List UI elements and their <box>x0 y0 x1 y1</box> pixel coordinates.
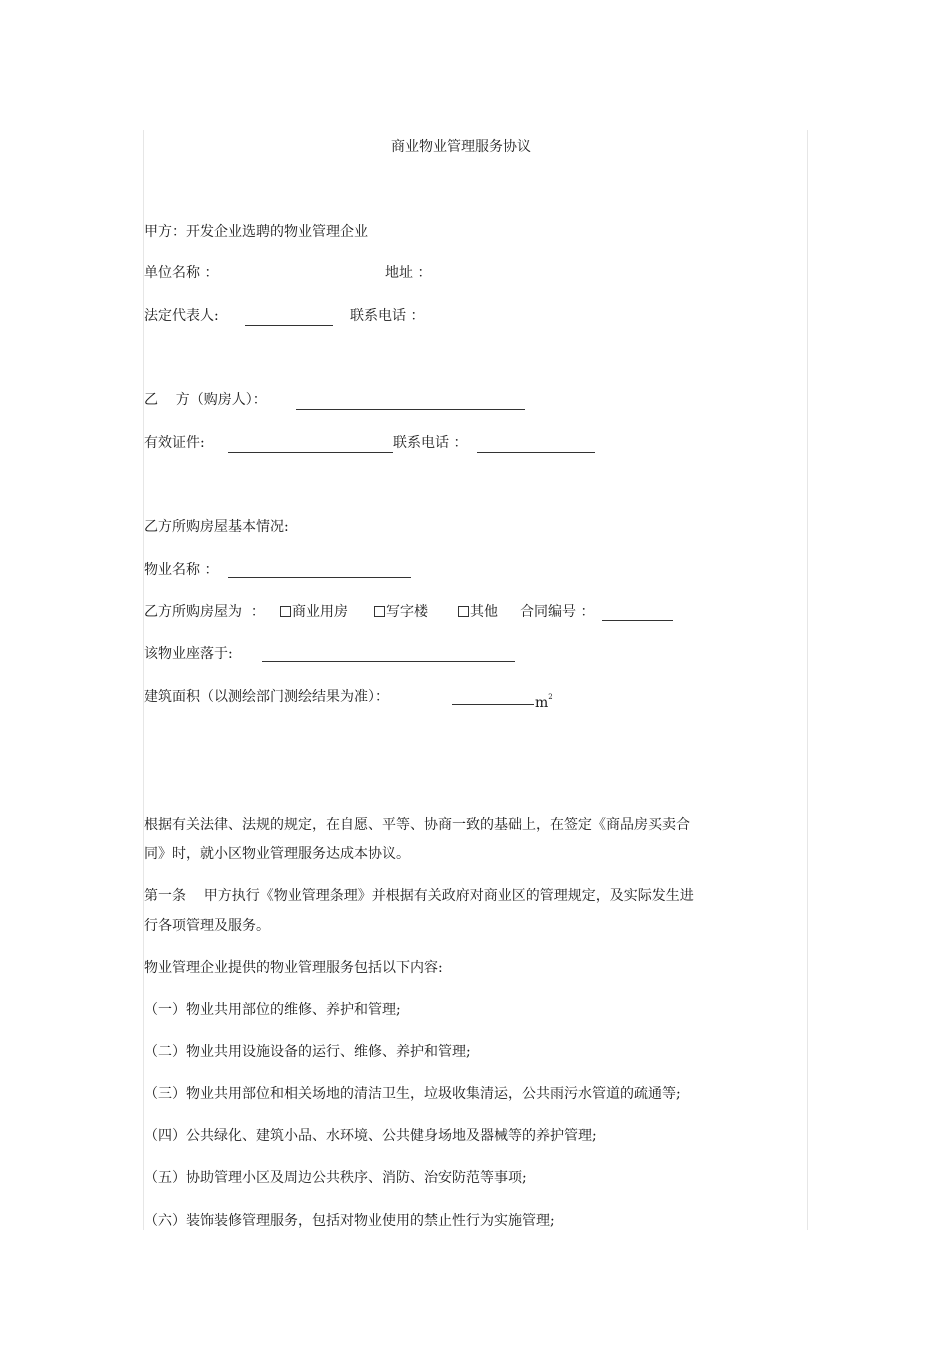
article-1-line-2: 行各项管理及服务。 <box>144 918 270 934</box>
legal-rep-label: 法定代表人: <box>144 308 219 324</box>
party-a-phone-label: 联系电话 ： <box>350 308 425 324</box>
area-unit-superscript: 2 <box>548 693 553 701</box>
checkbox-icon[interactable] <box>458 606 469 617</box>
document-title: 商业物业管理服务协议 <box>391 139 531 155</box>
checkbox-icon[interactable] <box>280 606 291 617</box>
unit-name-label: 单位名称 ： <box>144 265 219 281</box>
property-heading: 乙方所购房屋基本情况: <box>144 519 289 535</box>
option-label: 其他 <box>470 604 498 620</box>
page-left-border <box>143 130 144 1230</box>
intro-line-1: 根据有关法律、法规的规定，在自愿、平等、协商一致的基础上，在签定《商品房买卖合 <box>144 817 690 833</box>
option-label: 商业用房 <box>292 604 348 620</box>
location-label: 该物业座落于: <box>144 646 233 662</box>
area-field[interactable] <box>452 704 534 705</box>
service-item: （三）物业共用部位和相关场地的清洁卫生，垃圾收集清运，公共雨污水管道的疏通等; <box>144 1086 681 1102</box>
option-office[interactable] <box>374 603 428 621</box>
article-1-line-1: 第一条 甲方执行《物业管理条理》并根据有关政府对商业区的管理规定，及实际发生进 <box>144 888 694 904</box>
legal-rep-field[interactable] <box>245 325 333 326</box>
address-label: 地址 ： <box>385 265 432 281</box>
property-name-label: 物业名称 ： <box>144 562 219 578</box>
party-a-heading: 甲方：开发企业选聘的物业管理企业 <box>144 224 368 240</box>
option-commercial[interactable] <box>280 603 348 621</box>
service-item: （六）装饰装修管理服务，包括对物业使用的禁止性行为实施管理; <box>144 1213 555 1229</box>
option-other[interactable] <box>458 603 498 621</box>
id-label: 有效证件: <box>144 435 205 451</box>
services-intro: 物业管理企业提供的物业管理服务包括以下内容: <box>144 960 443 976</box>
intro-line-2: 同》时，就小区物业管理服务达成本协议。 <box>144 846 410 862</box>
property-type-label: 乙方所购房屋为 ： <box>144 604 265 620</box>
page-right-border <box>807 130 808 1230</box>
service-item: （四）公共绿化、建筑小品、水环境、公共健身场地及器械等的养护管理; <box>144 1128 597 1144</box>
contract-no-label: 合同编号 ： <box>520 604 595 620</box>
area-unit <box>535 688 553 712</box>
area-unit-text: m <box>535 695 549 711</box>
contract-no-field[interactable] <box>602 620 673 621</box>
party-b-label: 乙 方（购房人）： <box>144 392 267 408</box>
service-item: （五）协助管理小区及周边公共秩序、消防、治安防范等事项; <box>144 1170 527 1186</box>
id-field[interactable] <box>228 452 393 453</box>
area-label: 建筑面积（以测绘部门测绘结果为准）： <box>144 689 389 705</box>
party-b-phone-field[interactable] <box>477 452 595 453</box>
service-item: （二）物业共用设施设备的运行、维修、养护和管理; <box>144 1044 471 1060</box>
location-field[interactable] <box>262 661 515 662</box>
property-name-field[interactable] <box>228 577 411 578</box>
service-item: （一）物业共用部位的维修、养护和管理; <box>144 1002 401 1018</box>
option-label: 写字楼 <box>386 604 428 620</box>
party-b-phone-label: 联系电话 ： <box>393 435 468 451</box>
party-b-field[interactable] <box>296 409 525 410</box>
checkbox-icon[interactable] <box>374 606 385 617</box>
